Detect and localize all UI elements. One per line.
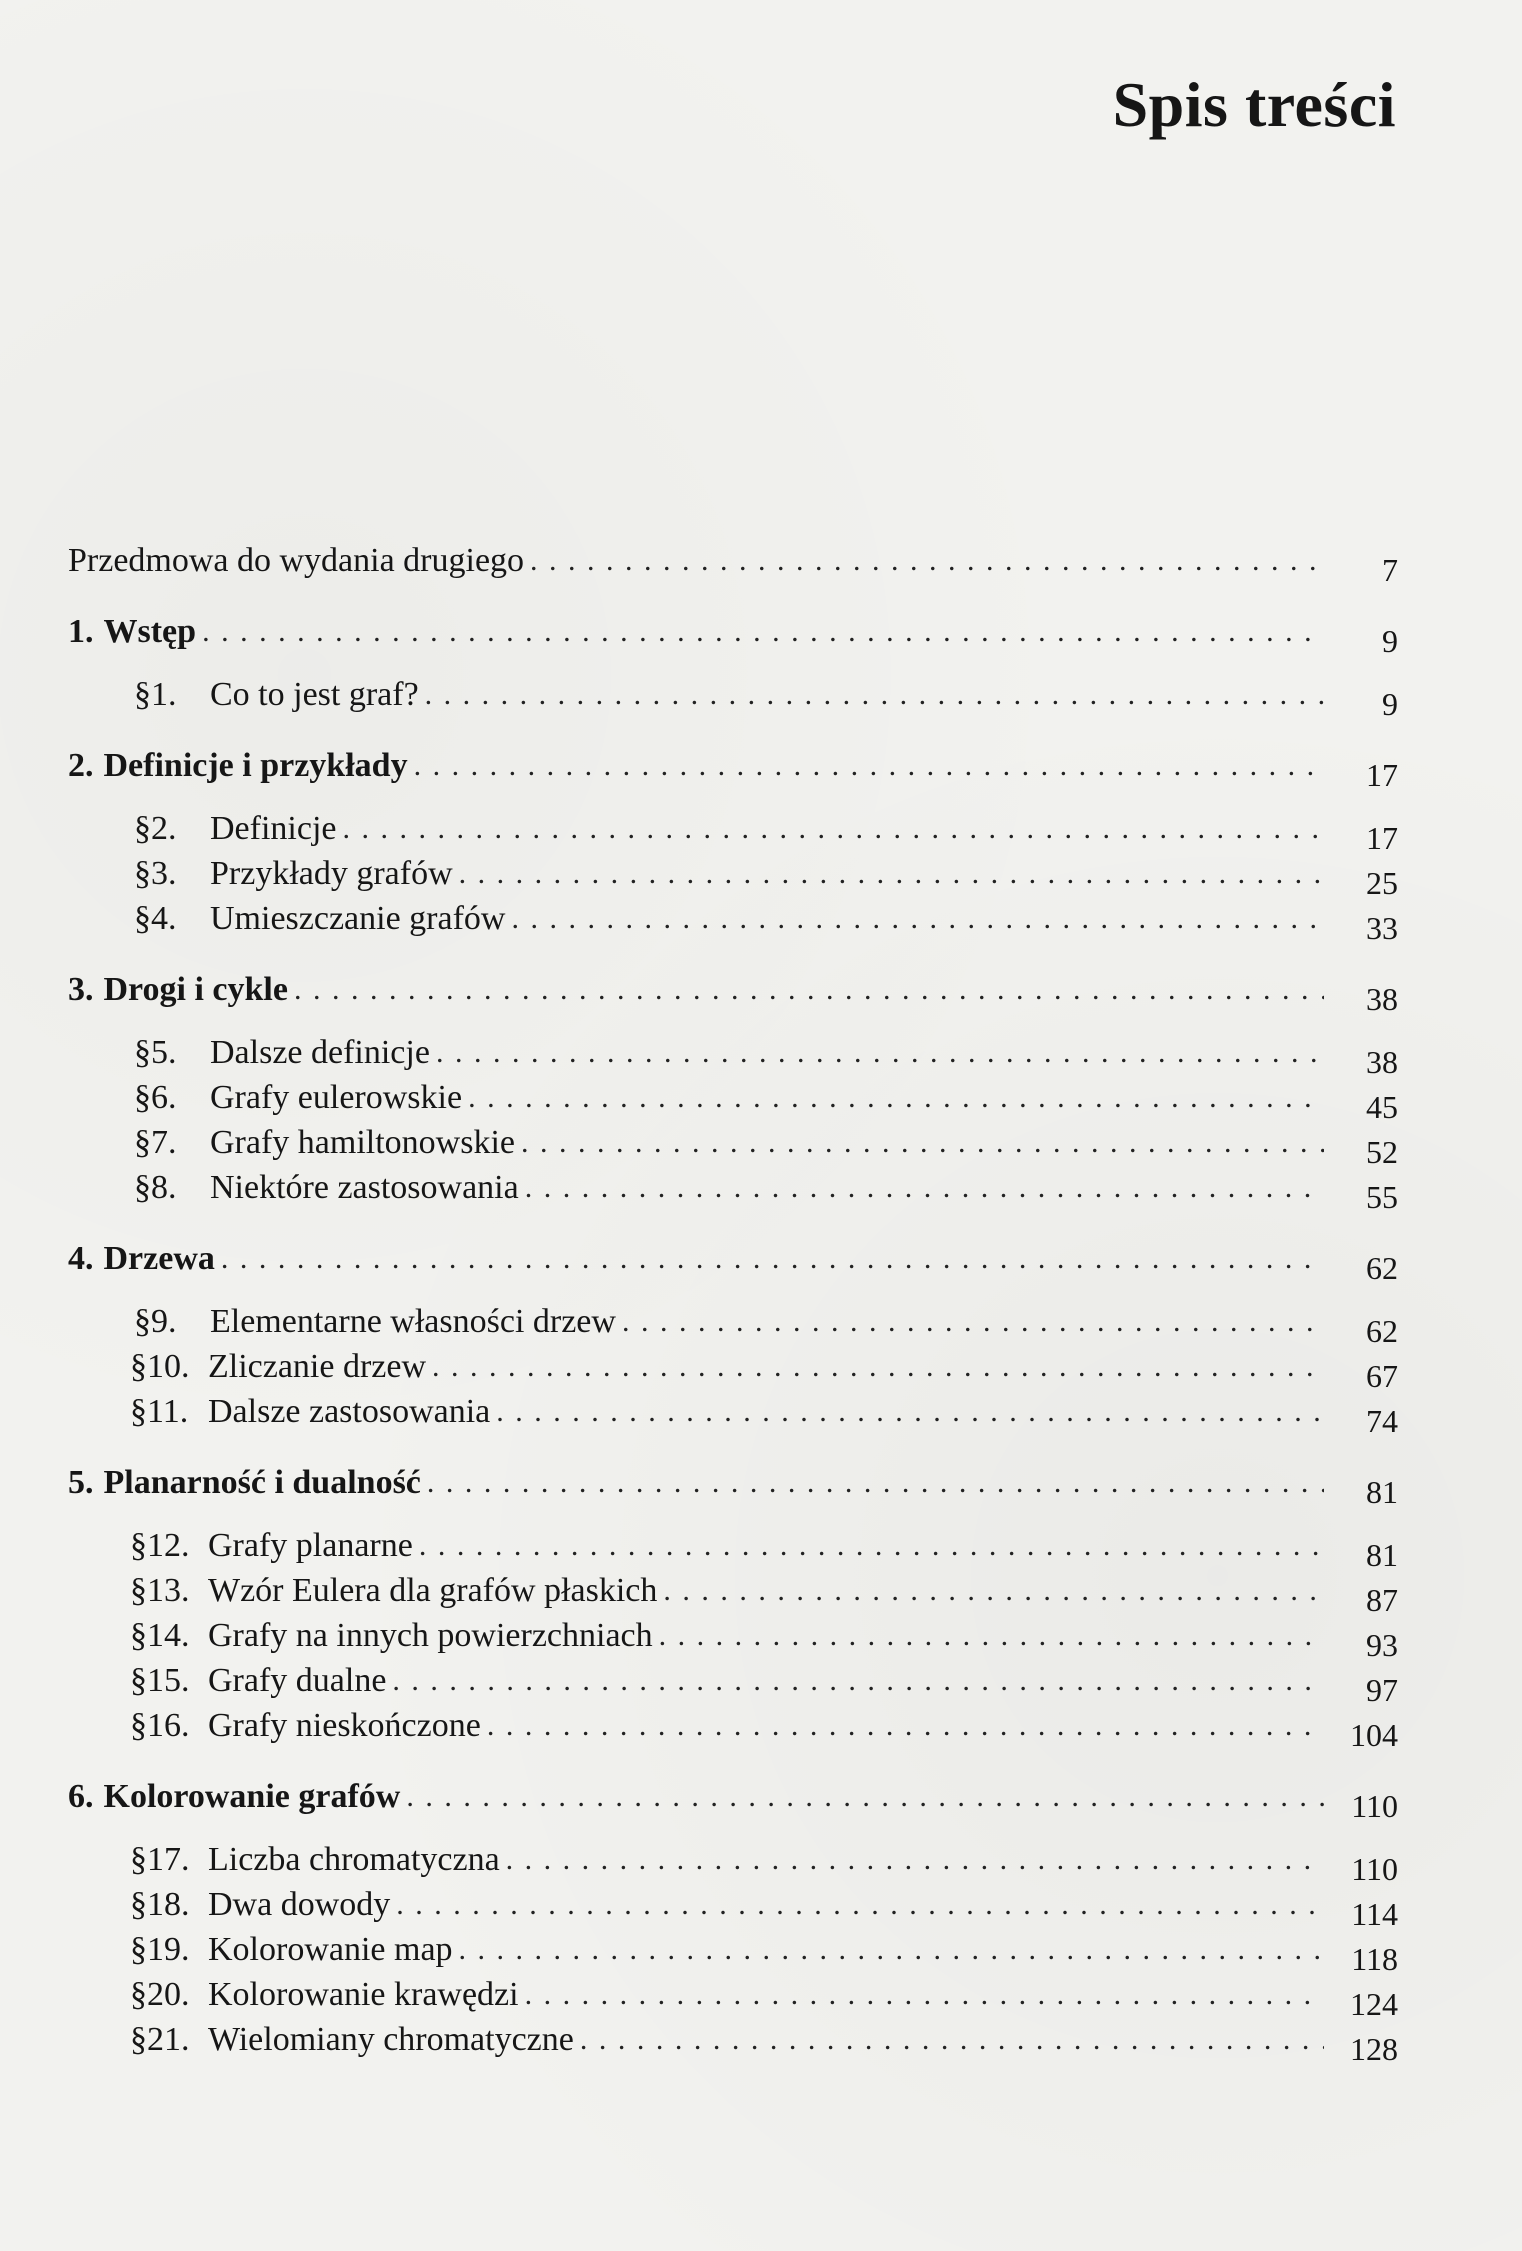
toc-entry-section bbox=[68, 1165, 1398, 1215]
toc-entry-page: 38 bbox=[1366, 981, 1398, 1017]
toc-entry-chapter bbox=[68, 1774, 1398, 1824]
section-number: §21. bbox=[130, 2021, 190, 2058]
section-number: §18. bbox=[130, 1886, 190, 1923]
toc-entry-chapter bbox=[68, 1236, 1398, 1286]
section-number: §13. bbox=[130, 1572, 190, 1609]
dot-leader bbox=[459, 1927, 1324, 1972]
toc-entry-section bbox=[68, 2017, 1398, 2067]
dot-leader bbox=[414, 743, 1324, 788]
toc-entry-label bbox=[68, 2017, 574, 2062]
section-title: Grafy dualne bbox=[208, 1662, 387, 1699]
section-number: §1. bbox=[134, 676, 177, 713]
toc-entry-page: 87 bbox=[1366, 1582, 1398, 1618]
toc-entry-label bbox=[68, 1075, 462, 1120]
dot-leader bbox=[343, 806, 1325, 851]
section-number: §12. bbox=[130, 1527, 190, 1564]
toc-entry-page: 38 bbox=[1366, 1044, 1398, 1080]
dot-leader bbox=[294, 967, 1324, 1012]
section-title: Dalsze zastosowania bbox=[208, 1393, 491, 1430]
toc-entry-label bbox=[68, 1389, 490, 1434]
section-number: §10. bbox=[130, 1348, 190, 1385]
dot-leader bbox=[521, 1120, 1324, 1165]
section-title: Dwa dowody bbox=[208, 1886, 391, 1923]
toc-entry-page: 110 bbox=[1351, 1851, 1398, 1887]
section-number: §20. bbox=[130, 1976, 190, 2013]
chapter-title: Definicje i przykłady bbox=[103, 747, 408, 784]
dot-leader bbox=[659, 1613, 1324, 1658]
section-title: Wzór Eulera dla grafów płaskich bbox=[208, 1572, 658, 1609]
toc-entry-section bbox=[68, 1882, 1398, 1932]
section-title: Umieszczanie grafów bbox=[210, 900, 506, 937]
toc-entry-page: 7 bbox=[1382, 552, 1398, 588]
toc-entry-label bbox=[68, 609, 196, 654]
section-number: §14. bbox=[130, 1617, 190, 1654]
dot-leader bbox=[436, 1030, 1324, 1075]
section-title: Przykłady grafów bbox=[210, 855, 453, 892]
section-number: §7. bbox=[134, 1124, 177, 1161]
section-number: §15. bbox=[130, 1662, 190, 1699]
toc-entry-chapter bbox=[68, 609, 1398, 659]
toc-entry-page: 25 bbox=[1366, 865, 1398, 901]
section-number: §17. bbox=[130, 1841, 190, 1878]
toc-entry-chapter bbox=[68, 743, 1398, 793]
toc-entry-section bbox=[68, 1927, 1398, 1977]
dot-leader bbox=[427, 1460, 1324, 1505]
section-title: Co to jest graf? bbox=[210, 676, 419, 713]
toc-entry-label bbox=[68, 1568, 657, 1613]
toc-entry-section bbox=[68, 1613, 1398, 1663]
toc-entry-page: 124 bbox=[1350, 1986, 1398, 2022]
toc-entry-page: 74 bbox=[1366, 1403, 1398, 1439]
section-title: Zliczanie drzew bbox=[208, 1348, 427, 1385]
chapter-number: 4. bbox=[68, 1240, 94, 1277]
toc-entry-section bbox=[68, 806, 1398, 856]
section-number: §5. bbox=[134, 1034, 177, 1071]
section-number: §6. bbox=[134, 1079, 177, 1116]
toc-entry-section bbox=[68, 1030, 1398, 1080]
toc-entry-section bbox=[68, 1120, 1398, 1170]
toc-entry-section bbox=[68, 1523, 1398, 1573]
chapter-title: Planarność i dualność bbox=[103, 1464, 421, 1501]
toc-entry-page: 17 bbox=[1366, 820, 1398, 856]
chapter-number: 1. bbox=[68, 613, 94, 650]
toc-entry-section bbox=[68, 672, 1398, 722]
dot-leader bbox=[459, 851, 1324, 896]
toc-entry-page: 33 bbox=[1366, 910, 1398, 946]
toc-entry-label bbox=[68, 1299, 616, 1344]
section-title: Grafy hamiltonowskie bbox=[210, 1124, 515, 1161]
section-number: §9. bbox=[134, 1303, 177, 1340]
dot-leader bbox=[406, 1774, 1324, 1819]
toc-entry-section bbox=[68, 1972, 1398, 2022]
toc-entry-label bbox=[68, 672, 419, 717]
toc-entry-label bbox=[68, 743, 408, 788]
section-title: Wielomiany chromatyczne bbox=[208, 2021, 574, 2058]
chapter-number: 6. bbox=[68, 1778, 94, 1815]
chapter-number: 3. bbox=[68, 971, 94, 1008]
toc-entry-chapter bbox=[68, 967, 1398, 1017]
toc-entry-label bbox=[68, 1236, 215, 1281]
chapter-title: Wstęp bbox=[103, 613, 197, 650]
toc-entry-page: 81 bbox=[1366, 1537, 1398, 1573]
chapter-title: Drogi i cykle bbox=[103, 971, 288, 1008]
toc-entry-label bbox=[68, 806, 337, 851]
toc-entry-page: 81 bbox=[1366, 1474, 1398, 1510]
toc-entry-chapter bbox=[68, 1460, 1398, 1510]
toc-entry-label bbox=[68, 1658, 386, 1703]
toc-entry-section bbox=[68, 851, 1398, 901]
toc-entry-section bbox=[68, 1837, 1398, 1887]
chapter-number: 5. bbox=[68, 1464, 94, 1501]
page-title: Spis treści bbox=[1112, 69, 1396, 140]
table-of-contents bbox=[68, 538, 1398, 2067]
toc-entry-label bbox=[68, 1882, 390, 1927]
toc-entry-label bbox=[68, 1703, 481, 1748]
toc-entry-page: 93 bbox=[1366, 1627, 1398, 1663]
section-number: §2. bbox=[134, 810, 177, 847]
toc-entry-section bbox=[68, 1568, 1398, 1618]
toc-entry-label: Przedmowa do wydania drugiego bbox=[68, 542, 525, 579]
toc-entry-page: 55 bbox=[1366, 1179, 1398, 1215]
dot-leader bbox=[506, 1837, 1324, 1882]
chapter-number: 2. bbox=[68, 747, 94, 784]
toc-entry-page: 52 bbox=[1366, 1134, 1398, 1170]
toc-entry-page: 67 bbox=[1366, 1358, 1398, 1394]
toc-entry-label bbox=[68, 851, 453, 896]
section-number: §4. bbox=[134, 900, 177, 937]
dot-leader bbox=[530, 538, 1324, 583]
dot-leader bbox=[432, 1344, 1324, 1389]
section-title: Definicje bbox=[210, 810, 337, 847]
dot-leader bbox=[468, 1075, 1324, 1120]
toc-entry-label bbox=[68, 1613, 653, 1658]
toc-entry-page: 128 bbox=[1350, 2031, 1398, 2067]
toc-entry-page: 114 bbox=[1351, 1896, 1398, 1932]
toc-entry-label bbox=[68, 1120, 515, 1165]
toc-entry-label bbox=[68, 1774, 400, 1819]
dot-leader bbox=[392, 1658, 1324, 1703]
section-title: Liczba chromatyczna bbox=[208, 1841, 500, 1878]
toc-entry-label bbox=[68, 1165, 519, 1210]
toc-entry-label bbox=[68, 1523, 413, 1568]
section-title: Kolorowanie map bbox=[208, 1931, 453, 1968]
toc-entry-page: 9 bbox=[1382, 686, 1398, 722]
toc-entry-label bbox=[68, 1030, 430, 1075]
dot-leader bbox=[622, 1299, 1324, 1344]
toc-entry-section bbox=[68, 1703, 1398, 1753]
toc-entry-section bbox=[68, 1075, 1398, 1125]
dot-leader bbox=[525, 1165, 1324, 1210]
toc-entry-page: 97 bbox=[1366, 1672, 1398, 1708]
section-title: Elementarne własności drzew bbox=[210, 1303, 616, 1340]
section-title: Grafy planarne bbox=[208, 1527, 413, 1564]
toc-entry-section bbox=[68, 1658, 1398, 1708]
dot-leader bbox=[425, 672, 1324, 717]
section-number: §8. bbox=[134, 1169, 177, 1206]
toc-entry-section bbox=[68, 1344, 1398, 1394]
section-number: §3. bbox=[134, 855, 177, 892]
toc-entry-label bbox=[68, 1344, 426, 1389]
toc-entry-label bbox=[68, 896, 505, 941]
dot-leader bbox=[525, 1972, 1324, 2017]
toc-entry-label bbox=[68, 1927, 453, 1972]
section-number: §19. bbox=[130, 1931, 190, 1968]
toc-entry-label bbox=[68, 1460, 421, 1505]
dot-leader bbox=[202, 609, 1324, 654]
toc-entry-label bbox=[68, 967, 288, 1012]
toc-entry-preface bbox=[68, 538, 1398, 588]
toc-entry-page: 110 bbox=[1351, 1788, 1398, 1824]
toc-entry-page: 118 bbox=[1351, 1941, 1398, 1977]
toc-entry-page: 17 bbox=[1366, 757, 1398, 793]
dot-leader bbox=[580, 2017, 1324, 2062]
toc-entry-section bbox=[68, 1389, 1398, 1439]
dot-leader bbox=[419, 1523, 1324, 1568]
dot-leader bbox=[663, 1568, 1324, 1613]
toc-entry-section bbox=[68, 1299, 1398, 1349]
section-title: Kolorowanie krawędzi bbox=[208, 1976, 519, 2013]
chapter-title: Kolorowanie grafów bbox=[103, 1778, 401, 1815]
section-title: Niektóre zastosowania bbox=[210, 1169, 519, 1206]
dot-leader bbox=[487, 1703, 1324, 1748]
section-title: Dalsze definicje bbox=[210, 1034, 430, 1071]
dot-leader bbox=[396, 1882, 1324, 1927]
toc-entry-label bbox=[68, 1972, 519, 2017]
section-title: Grafy nieskończone bbox=[208, 1707, 481, 1744]
section-title: Grafy eulerowskie bbox=[210, 1079, 463, 1116]
toc-entry-page: 9 bbox=[1382, 623, 1398, 659]
dot-leader bbox=[496, 1389, 1324, 1434]
section-title: Grafy na innych powierzchniach bbox=[208, 1617, 653, 1654]
section-number: §16. bbox=[130, 1707, 190, 1744]
toc-entry-page: 104 bbox=[1350, 1717, 1398, 1753]
dot-leader bbox=[221, 1236, 1324, 1281]
section-number: §11. bbox=[130, 1393, 189, 1430]
chapter-title: Drzewa bbox=[103, 1240, 215, 1277]
toc-entry-page: 62 bbox=[1366, 1250, 1398, 1286]
toc-entry-label bbox=[68, 1837, 500, 1882]
toc-entry-section bbox=[68, 896, 1398, 946]
dot-leader bbox=[511, 896, 1324, 941]
toc-entry-page: 45 bbox=[1366, 1089, 1398, 1125]
toc-entry-page: 62 bbox=[1366, 1313, 1398, 1349]
